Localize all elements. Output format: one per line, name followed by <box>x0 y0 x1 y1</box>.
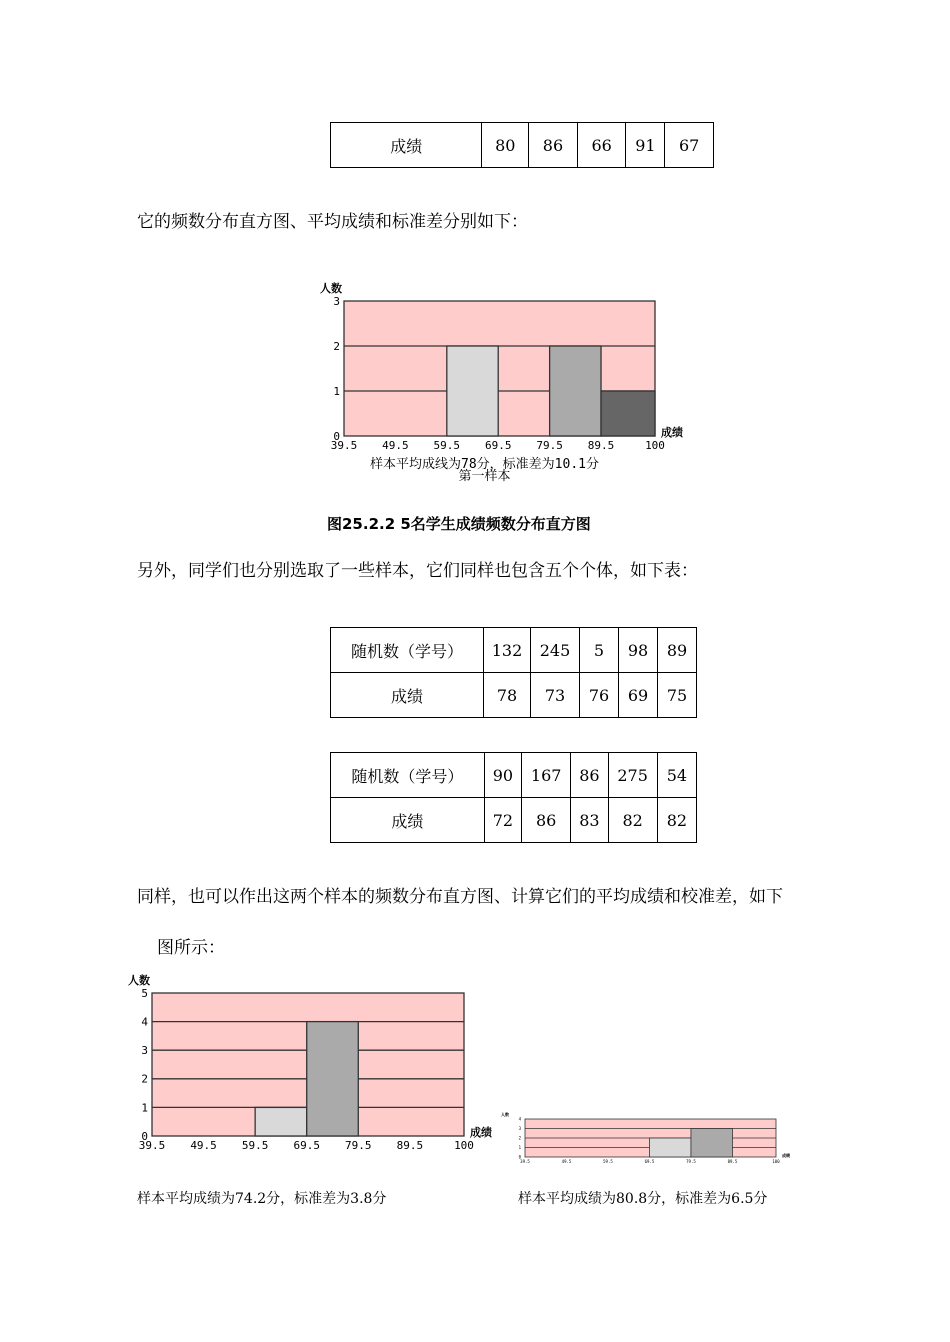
y-tick-label: 2 <box>333 339 340 353</box>
y-tick-label: 1 <box>333 384 340 398</box>
table-cell: 90 <box>484 753 521 798</box>
paragraph-conclusion-line-1: 同样，也可以作出这两个样本的频数分布直方图、计算它们的平均成绩和校准差，如下 <box>137 887 783 907</box>
row-label: 成绩 <box>331 123 482 168</box>
y-tick-label: 3 <box>518 1125 521 1131</box>
y-tick-label: 4 <box>518 1116 521 1122</box>
histogram-bar <box>550 346 601 436</box>
x-tick-label: 79.5 <box>686 1159 696 1164</box>
histogram-bar <box>601 391 655 436</box>
y-tick-label: 1 <box>518 1144 521 1150</box>
x-tick-label: 39.5 <box>520 1159 530 1164</box>
x-tick-label: 79.5 <box>536 439 563 452</box>
table-cell: 132 <box>484 628 531 673</box>
x-tick-label: 100 <box>772 1159 780 1164</box>
x-tick-label: 69.5 <box>484 439 512 452</box>
x-tick-label: 59.5 <box>241 1139 269 1152</box>
y-axis-label: 人数 <box>501 1111 509 1117</box>
x-tick-label: 39.5 <box>138 1139 166 1152</box>
table-cell: 275 <box>608 753 657 798</box>
chart-note: 样本平均成线为78分，标准差为10.1分 <box>370 456 599 472</box>
x-tick-label: 59.5 <box>433 439 461 452</box>
x-axis-label: 成绩 <box>661 426 683 439</box>
x-tick-label: 79.5 <box>345 1139 372 1152</box>
table-cell: 86 <box>571 753 608 798</box>
y-tick-label: 0 <box>141 1129 148 1143</box>
table-cell: 76 <box>580 673 619 718</box>
histogram-sample-1 <box>310 272 710 497</box>
row-header: 随机数（学号） <box>331 628 484 673</box>
caption-sample-2: 样本平均成绩为74.2分，标准差为3.8分 <box>137 1191 387 1207</box>
table-cell: 83 <box>571 798 608 843</box>
table-cell: 78 <box>484 673 531 718</box>
x-tick-label: 49.5 <box>382 439 409 452</box>
y-tick-label: 2 <box>141 1072 148 1086</box>
y-tick-label: 1 <box>141 1101 148 1115</box>
y-tick-label: 5 <box>141 986 148 1000</box>
paragraph-samples: 另外，同学们也分别选取了一些样本，它们同样也包含五个个体，如下表： <box>137 561 698 581</box>
y-tick-label: 0 <box>333 429 340 443</box>
x-tick-label: 39.5 <box>330 439 358 452</box>
x-tick-label: 100 <box>454 1139 474 1152</box>
y-tick-label: 4 <box>141 1015 148 1029</box>
y-tick-label: 2 <box>518 1135 521 1141</box>
table-cell: 89 <box>658 628 697 673</box>
table-cell: 80 <box>482 123 529 168</box>
x-tick-label: 89.5 <box>727 1159 738 1164</box>
table-cell: 86 <box>522 798 571 843</box>
figure-caption: 图25.2.2 5名学生成绩频数分布直方图 <box>327 515 591 533</box>
table-cell: 67 <box>665 123 714 168</box>
x-tick-label: 69.5 <box>293 1139 320 1152</box>
x-axis-label: 成绩 <box>782 1153 790 1158</box>
x-tick-label: 49.5 <box>190 1139 217 1152</box>
table-cell: 86 <box>529 123 578 168</box>
table-cell: 66 <box>577 123 626 168</box>
scores-table-1 <box>330 122 714 168</box>
histogram-bar <box>307 1022 359 1136</box>
paragraph-conclusion-line-2: 图所示： <box>157 938 225 958</box>
caption-sample-3: 样本平均成绩为80.8分，标准差为6.5分 <box>518 1191 768 1207</box>
y-axis-label: 人数 <box>320 282 342 296</box>
paragraph-intro: 它的频数分布直方图、平均成绩和标准差分别如下： <box>137 212 528 232</box>
histogram-bar <box>649 1138 690 1157</box>
scores-table-3 <box>330 752 697 843</box>
x-tick-label: 89.5 <box>587 439 615 452</box>
table-cell: 82 <box>608 798 657 843</box>
histogram-bar <box>255 1107 307 1136</box>
y-axis-label: 人数 <box>128 974 150 988</box>
table-cell: 82 <box>657 798 696 843</box>
histogram-sample-3 <box>501 1108 808 1164</box>
table-cell: 167 <box>522 753 571 798</box>
chart-subtitle: 第一样本 <box>458 469 511 484</box>
table-cell: 91 <box>626 123 665 168</box>
histogram-sample-2 <box>130 965 510 1160</box>
histogram-bar <box>691 1129 732 1158</box>
row-label: 成绩 <box>331 673 484 718</box>
x-tick-label: 69.5 <box>644 1159 655 1164</box>
table-cell: 69 <box>619 673 658 718</box>
x-tick-label: 49.5 <box>561 1159 572 1164</box>
y-tick-label: 3 <box>333 294 340 308</box>
row-header: 随机数（学号） <box>331 753 485 798</box>
table-cell: 98 <box>619 628 658 673</box>
x-tick-label: 59.5 <box>603 1159 613 1164</box>
row-label: 成绩 <box>331 798 485 843</box>
table-cell: 75 <box>658 673 697 718</box>
x-tick-label: 89.5 <box>396 1139 424 1152</box>
table-cell: 54 <box>657 753 696 798</box>
y-tick-label: 0 <box>518 1154 521 1160</box>
scores-table-2 <box>330 627 697 718</box>
table-cell: 73 <box>531 673 580 718</box>
x-tick-label: 100 <box>645 439 665 452</box>
histogram-bar <box>447 346 498 436</box>
x-axis-label: 成绩 <box>470 1126 492 1139</box>
table-cell: 245 <box>531 628 580 673</box>
table-cell: 72 <box>484 798 521 843</box>
y-tick-label: 3 <box>141 1044 148 1058</box>
table-cell: 5 <box>580 628 619 673</box>
